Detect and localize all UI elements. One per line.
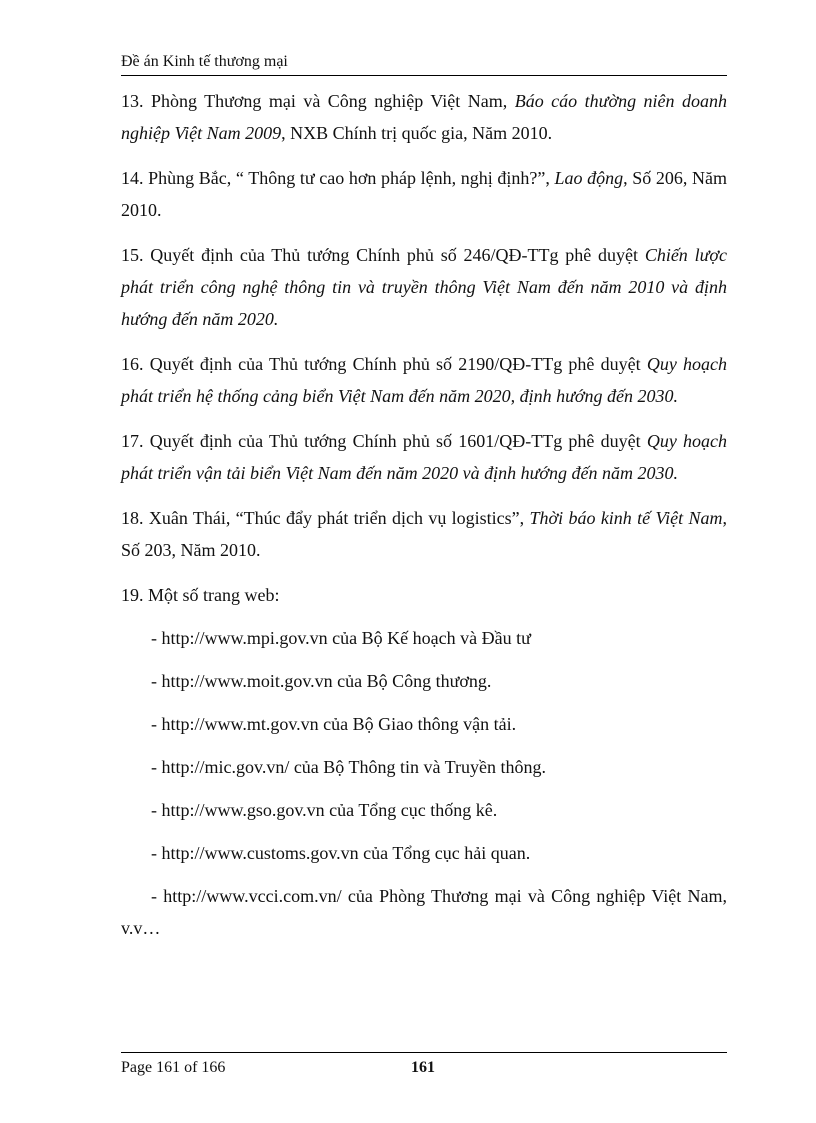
page-label: Page 161 of 166: [121, 1059, 226, 1076]
reference-text: Quyết định của Thủ tướng Chính phủ số 2190/QĐ-TTg phê duyệt: [149, 354, 647, 374]
reference-number: 17.: [121, 431, 150, 451]
reference-number: 13.: [121, 91, 151, 111]
reference-text: Quyết định của Thủ tướng Chính phủ số 246/QĐ-TTg phê duyệt: [150, 245, 645, 265]
page-header: [121, 52, 727, 76]
reference-tail: , Số 206, Năm 2010.: [121, 168, 728, 220]
reference-text: Phòng Thương mại và Công nghiệp Việt Nam,: [150, 91, 515, 111]
website-item: - http://www.mt.gov.vn của Bộ Giao thông vận tải.: [151, 714, 517, 734]
reference-number: 14.: [121, 168, 149, 188]
reference-tail: , Số 203, Năm 2010.: [121, 508, 727, 560]
reference-title: Lao động: [554, 168, 624, 188]
reference-text: Quyết định của Thủ tướng Chính phủ số 1601/QĐ-TTg phê duyệt: [149, 431, 647, 451]
website-item: - http://www.moit.gov.vn của Bộ Công thương.: [151, 671, 492, 691]
reference-title: Quy hoạch phát triển hệ thống cảng biển Việt Nam đến năm 2020, định hướng đến 2030.: [121, 354, 728, 406]
reference-text: Phùng Bắc, “ Thông tư cao hơn pháp lệnh, nghị định?”,: [148, 168, 555, 188]
reference-title: Thời báo kinh tế Việt Nam: [529, 508, 723, 528]
websites-heading: 19. Một số trang web:: [121, 585, 280, 605]
website-item: - http://mic.gov.vn/ của Bộ Thông tin và Truyền thông.: [151, 757, 546, 777]
references-content: [121, 85, 727, 955]
reference-title: Chiến lược phát triển công nghệ thông tin và truyền thông Việt Nam đến năm 2010 và định hướng đến năm 2020.: [121, 245, 728, 329]
website-item: - http://www.gso.gov.vn của Tổng cục thống kê.: [151, 800, 498, 820]
reference-item: [121, 502, 727, 566]
reference-number: 18.: [121, 508, 149, 528]
website-item: - http://www.vcci.com.vn/ của Phòng Thương mại và Công nghiệp Việt Nam, v.v…: [121, 886, 727, 938]
reference-number: 16.: [121, 354, 150, 374]
page-number: 161: [411, 1059, 435, 1076]
website-item: - http://www.mpi.gov.vn của Bộ Kế hoạch và Đầu tư: [151, 628, 531, 648]
reference-item: [121, 239, 727, 335]
reference-title: Quy hoạch phát triển vận tải biển Việt Nam đến năm 2020 và định hướng đến năm 2030.: [121, 431, 728, 483]
header-title: Đề án Kinh tế thương mại: [121, 53, 288, 70]
reference-title: Báo cáo thường niên doanh nghiệp Việt Nam 2009: [121, 91, 727, 143]
reference-text: Xuân Thái, “Thúc đẩy phát triển dịch vụ logistics”,: [148, 508, 530, 528]
reference-item: [121, 425, 727, 489]
page-footer: [121, 1052, 727, 1076]
reference-tail: , NXB Chính trị quốc gia, Năm 2010.: [281, 123, 553, 143]
reference-number: 15.: [121, 245, 151, 265]
website-item: - http://www.customs.gov.vn của Tổng cục hải quan.: [151, 843, 531, 863]
reference-item: [121, 348, 727, 412]
reference-item: [121, 85, 727, 149]
reference-item: [121, 162, 727, 226]
